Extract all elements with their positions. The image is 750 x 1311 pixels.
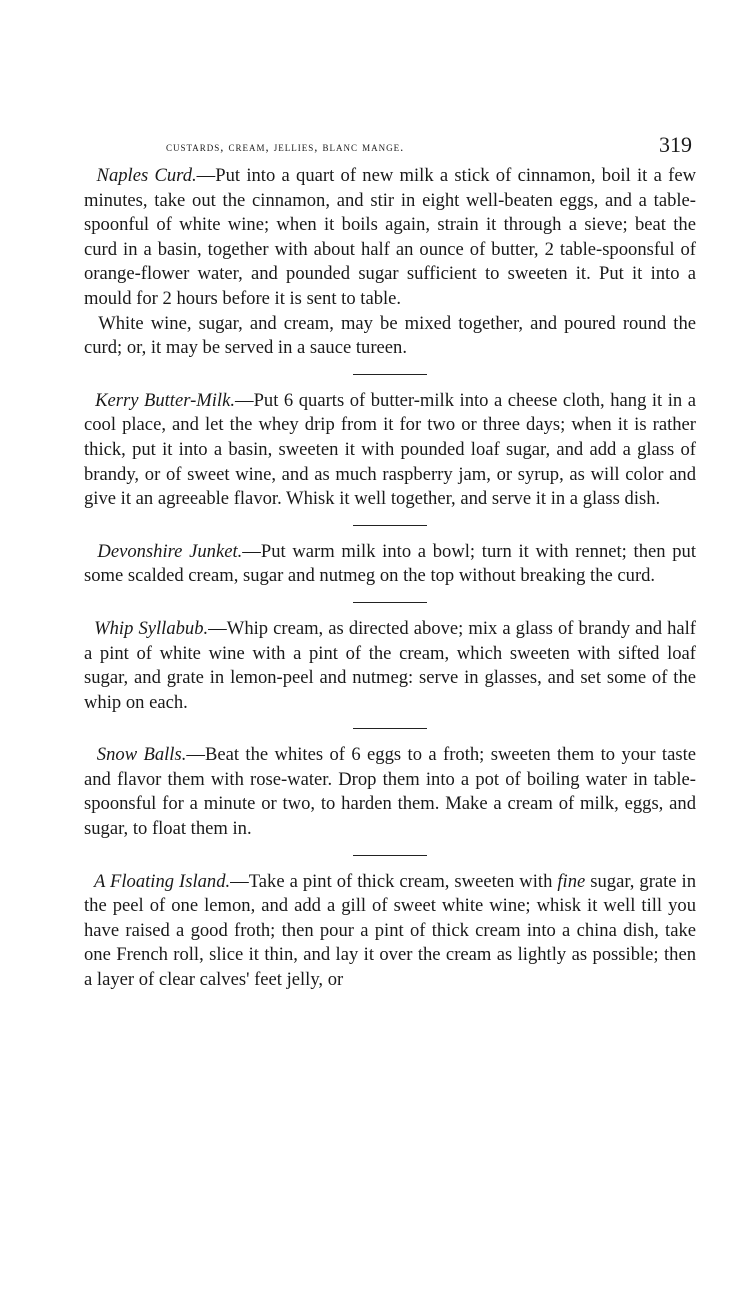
section-divider [353, 374, 427, 375]
section-divider [353, 602, 427, 603]
recipe-text: —Whip cream, as directed above; mix a glass of brandy and half a pint of white wine with a pint of the cream, which sweeten with sifted loaf sugar, and grate in lemon-peel and nutmeg: serve in glasses, and set some of the whip on each. [84, 617, 697, 713]
recipe-naples-curd [84, 164, 696, 361]
section-divider [353, 728, 427, 729]
recipe-text: —Beat the whites of 6 eggs to a froth; sweeten them to your taste and flavor them with rose-water. Drop them into a pot of boiling water in table-spoonsful for a minute or two, to harden them. Make a cream of milk, eggs, and sugar, to float them in. [84, 744, 697, 840]
recipe-text: —Put into a quart of new milk a stick of cinnamon, boil it a few minutes, take out the cinnamon, and stir in eight well-beaten eggs, and a table-spoonful of white wine; when it boils again, strain it through a sieve; beat the curd in a basin, together with about half an ounce of butter, 2 table-spoonsful of orange-flower water, and pounded sugar sufficient to sweeten it. Put it into a mould for 2 hours before it is sent to table. [84, 165, 696, 309]
section-divider [353, 855, 427, 856]
section-divider [353, 525, 427, 526]
recipe-paragraph [84, 870, 696, 993]
recipe-title: Naples Curd. [96, 165, 197, 186]
recipe-title: Devonshire Junket. [97, 540, 243, 562]
page-header [84, 130, 696, 164]
recipe-title: Kerry Butter-Milk. [95, 389, 235, 411]
recipe-whip-syllabub [84, 617, 696, 715]
recipe-paragraph [84, 164, 696, 312]
recipe-paragraph [84, 743, 696, 841]
page-number: 319 [659, 132, 692, 157]
recipe-devonshire-junket [84, 540, 696, 589]
recipe-text-end: sugar, grate in the peel of one lemon, and add a gill of sweet white wine; whisk it well till you have raised a good froth; then pour a pint of thick cream into a china dish, take one French roll, slice it thin, and lay it over the cream as lightly as possible; then a layer of clear calves' feet jelly, or [84, 870, 697, 991]
recipe-emphasis: fine [557, 870, 586, 892]
recipe-title: Snow Balls. [96, 744, 187, 766]
recipe-paragraph [84, 617, 696, 715]
recipe-text-start: —Take a pint of thick cream, sweeten with [230, 870, 558, 892]
recipe-paragraph [84, 389, 696, 512]
recipe-floating-island [84, 870, 696, 993]
recipe-kerry-butter-milk [84, 389, 696, 512]
recipe-note-text: White wine, sugar, and cream, may be mixed together, and poured round the curd; or, it may be served in a sauce tureen. [84, 312, 697, 359]
recipe-snow-balls [84, 743, 696, 841]
recipe-text: —Put warm milk into a bowl; turn it with rennet; then put some scalded cream, sugar and nutmeg on the top without breaking the curd. [84, 540, 696, 587]
recipe-title: Whip Syllabub. [94, 617, 209, 639]
recipe-note [84, 312, 696, 361]
book-page [84, 130, 696, 993]
recipe-paragraph [84, 540, 696, 589]
recipe-text: —Put 6 quarts of butter-milk into a cheese cloth, hang it in a cool place, and let the whey drip from it for two or three days; when it is rather thick, put it into a basin, sweeten it with pounded loaf sugar, and add a glass of brandy, or of sweet wine, and as much raspberry jam, or syrup, as will color and give it an agreeable flavor. Whisk it well together, and serve it in a glass dish. [84, 389, 697, 510]
recipe-title: A Floating Island. [93, 870, 231, 892]
running-head: custards, cream, jellies, blanc mange. [166, 140, 405, 154]
